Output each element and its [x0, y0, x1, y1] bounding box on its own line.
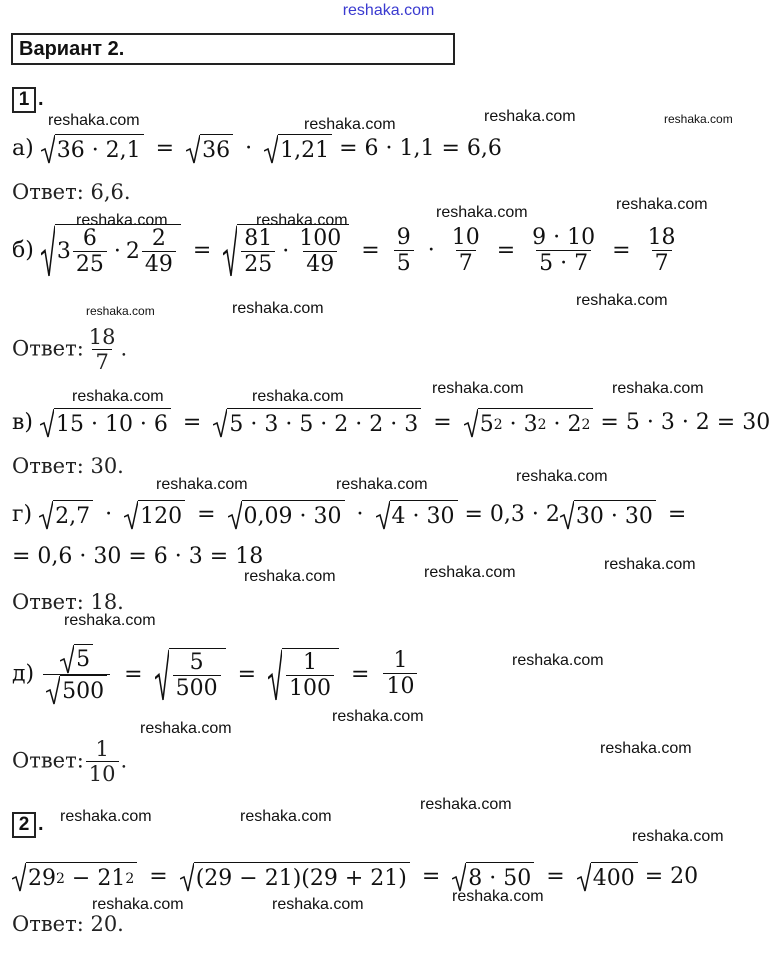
watermark: reshaka.com [600, 740, 692, 757]
sqrt-difference-of-squares: 29 2 − 21 2 [12, 862, 137, 892]
sqrt-36-2-1: 36 · 2,1 [41, 134, 144, 164]
sqrt-30-30: 30 · 30 [560, 500, 656, 530]
variant-title: Вариант 2. [11, 33, 455, 65]
task-2-equation: 29 2 − 21 2 = (29 − 21)(29 + 21) = 8 · 50 = 400 = 20 [12, 862, 698, 892]
sqrt-4-30: 4 · 30 [376, 500, 458, 530]
sqrt-15-10-6: 15 · 10 · 6 [40, 408, 171, 438]
sqrt-1-over-100: $\frac{1}{100}$ [268, 648, 339, 701]
watermark: reshaka.com [664, 112, 733, 126]
watermark: reshaka.com [604, 556, 696, 573]
task-2-label: 2 [12, 812, 36, 838]
watermark: reshaka.com [48, 112, 140, 129]
watermark: reshaka.com [432, 380, 524, 397]
watermark: reshaka.com [336, 476, 428, 493]
answer-e: Ответ: $\frac{1}{10}$ . [12, 737, 128, 787]
watermark: reshaka.com [72, 388, 164, 405]
watermark: reshaka.com [484, 108, 576, 125]
task-1b-equation: б) 3 $\frac{6}{25}$ · 2 $\frac{2}{49}$ = $\frac{81}{25}$ · $\frac{100}{49}$ = $\frac{9}{5}$ · $\frac{10}{7}$ = $\frac{9 \cdot 10}{5 \cdot 7}$ = $\frac{18}{7}$ [12, 224, 676, 278]
sqrt-improper-fractions: $\frac{81}{25}$ · $\frac{100}{49}$ [223, 224, 349, 277]
sqrt-8-50: 8 · 50 [452, 862, 534, 892]
watermark: reshaka.com [256, 212, 348, 229]
watermark: reshaka.com [576, 292, 668, 309]
sqrt-120: 120 [124, 500, 185, 530]
watermark: reshaka.com [612, 380, 704, 397]
task-2-dot: . [38, 813, 44, 835]
sqrt-mixed-numbers: 3 $\frac{6}{25}$ · 2 $\frac{2}{49}$ [41, 224, 181, 277]
watermark: reshaka.com [140, 720, 232, 737]
sqrt-5-over-500: $\frac{5}{500}$ [155, 648, 226, 701]
watermark: reshaka.com [86, 304, 155, 318]
label-a: а) [12, 136, 34, 161]
watermark: reshaka.com [232, 300, 324, 317]
sqrt-1-21: 1,21 [264, 134, 332, 164]
task-1e-equation: д) $\frac{5}{500}$ = $\frac{5}{500}$ = $\frac{1}{100}$ = $\frac{1}{10}$ [12, 644, 419, 705]
label-c: в) [12, 410, 33, 435]
watermark: reshaka.com [616, 196, 708, 213]
sqrt-2-7: 2,7 [39, 500, 93, 530]
sqrt-0-09-30: 0,09 · 30 [228, 500, 345, 530]
task-1d-line2: = 0,6 · 30 = 6 · 3 = 18 [12, 544, 264, 569]
site-header-link[interactable]: reshaka.com [342, 2, 435, 19]
label-d: г) [12, 502, 33, 527]
answer-a: Ответ: 6,6. [12, 180, 131, 204]
answer-task-2: Ответ: 20. [12, 912, 124, 936]
watermark: reshaka.com [60, 808, 152, 825]
watermark: reshaka.com [240, 808, 332, 825]
watermark: reshaka.com [244, 568, 336, 585]
sqrt-factors: 5 · 3 · 5 · 2 · 2 · 3 [213, 408, 421, 438]
watermark: reshaka.com [92, 896, 184, 913]
watermark: reshaka.com [512, 652, 604, 669]
answer-b: Ответ: $\frac{18}{7}$ . [12, 325, 128, 375]
watermark: reshaka.com [436, 204, 528, 221]
watermark: reshaka.com [156, 476, 248, 493]
watermark: reshaka.com [304, 116, 396, 133]
watermark: reshaka.com [272, 896, 364, 913]
watermark: reshaka.com [420, 796, 512, 813]
sqrt-36: 36 [186, 134, 233, 164]
task-1-label: 1 [12, 87, 36, 113]
watermark: reshaka.com [252, 388, 344, 405]
sqrt-400: 400 [577, 862, 638, 892]
watermark: reshaka.com [516, 468, 608, 485]
watermark: reshaka.com [632, 828, 724, 845]
watermark: reshaka.com [76, 212, 168, 229]
task-1-dot: . [38, 88, 44, 110]
label-e: д) [12, 661, 35, 687]
task-1d-equation: г) 2,7 · 120 = 0,09 · 30 · 4 · 30 = 0,3 · 2 30 · 30 = [12, 502, 687, 529]
task-1a-equation: а) 36 · 2,1 = 36 · 1,21 = 6 · 1,1 = 6,6 [12, 136, 502, 163]
task-1c-equation: в) 15 · 10 · 6 = 5 · 3 · 5 · 2 · 2 · 3 = 5 2 · 3 2 · 2 2 = 5 · 3 · 2 = 30 [12, 410, 771, 437]
watermark: reshaka.com [64, 612, 156, 629]
answer-d: Ответ: 18. [12, 590, 124, 614]
watermark: reshaka.com [332, 708, 424, 725]
sqrt-product-sum: (29 − 21)(29 + 21) [180, 862, 410, 892]
sqrt-squares: 5 2 · 3 2 · 2 2 [464, 408, 594, 438]
answer-c: Ответ: 30. [12, 454, 124, 478]
watermark: reshaka.com [424, 564, 516, 581]
watermark: reshaka.com [452, 888, 544, 905]
label-b: б) [12, 237, 34, 263]
